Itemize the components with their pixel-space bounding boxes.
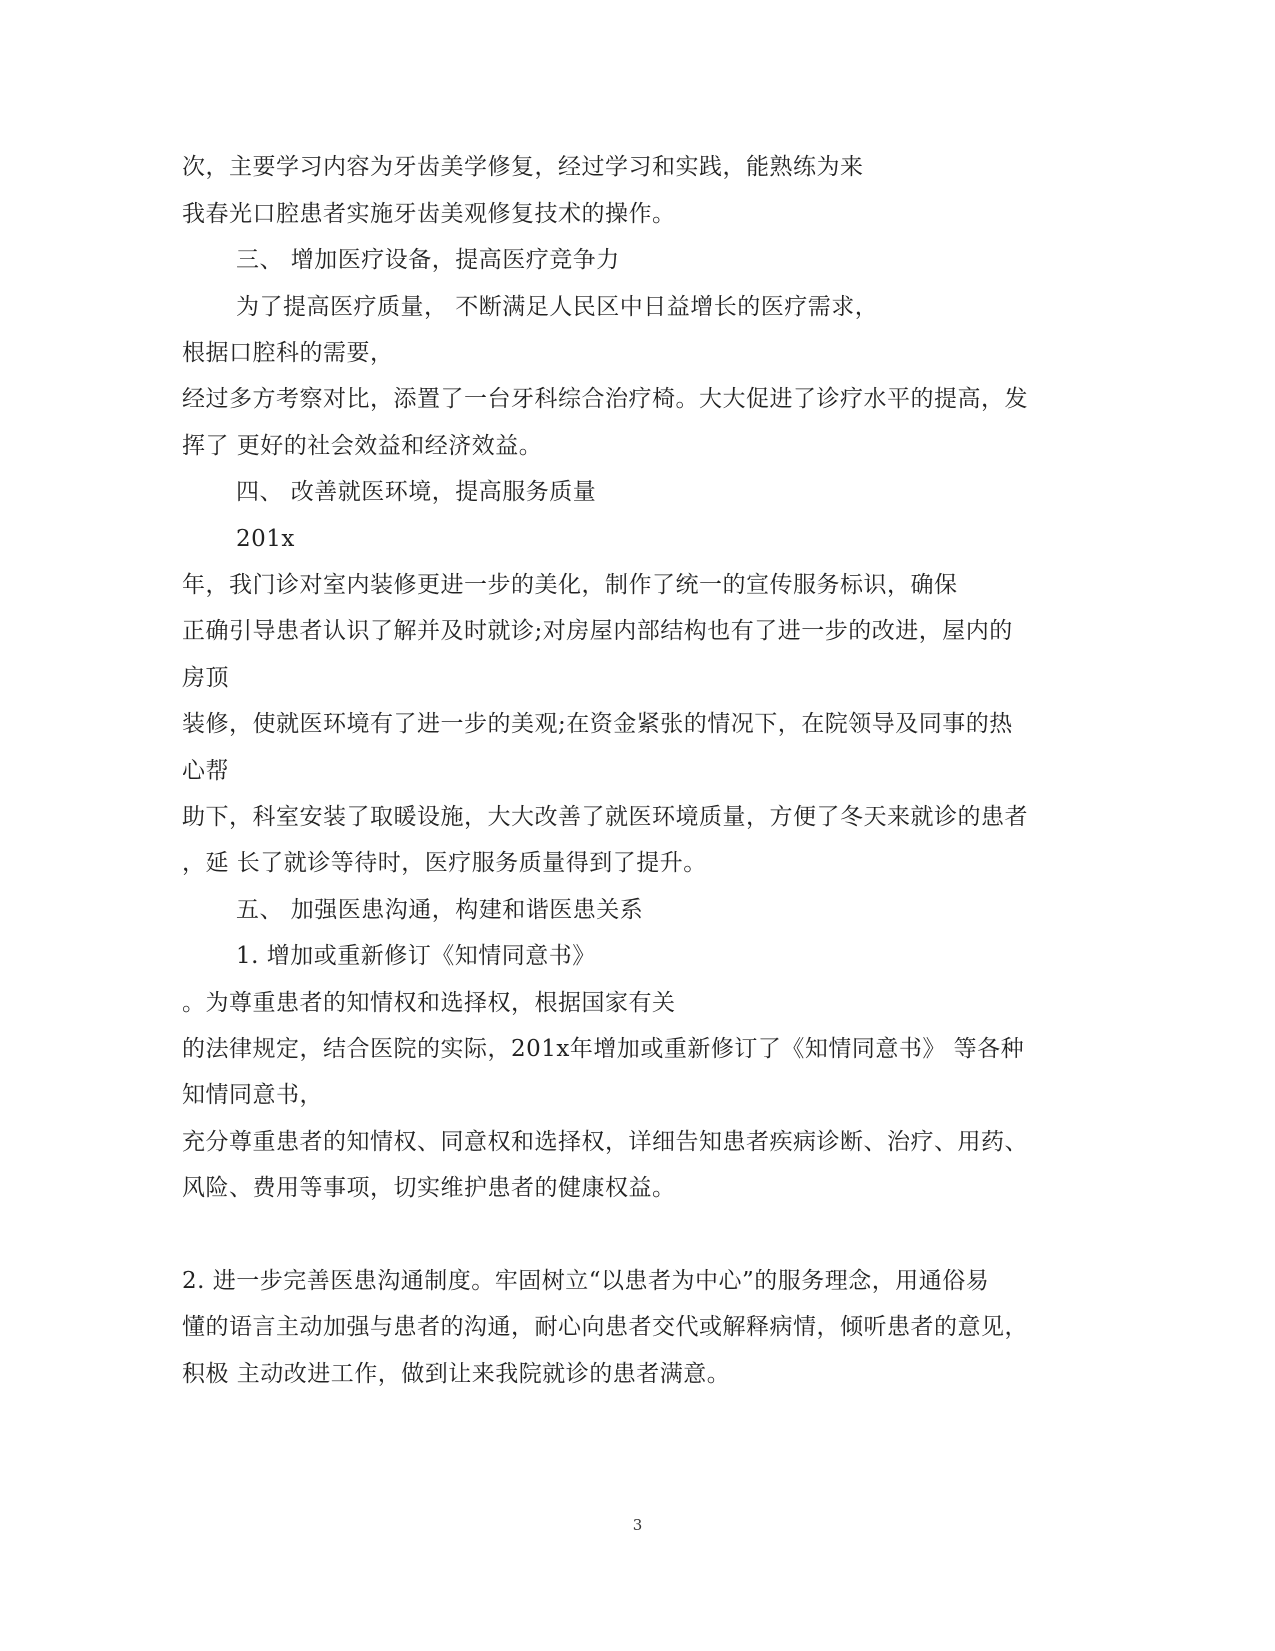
body-text-line: 懂的语言主动加强与患者的沟通，耐心向患者交代或解释病情，倾听患者的意见， xyxy=(182,1314,1028,1340)
body-text-line: 知情同意书， xyxy=(182,1082,323,1108)
section-heading-3: 三、 增加医疗设备，提高医疗竞争力 xyxy=(236,247,620,273)
section-heading-5: 五、 加强医患沟通，构建和谐医患关系 xyxy=(236,897,644,923)
body-text-line: ，延 长了就诊等待时，医疗服务质量得到了提升。 xyxy=(182,850,707,876)
body-text-line: 我春光口腔患者实施牙齿美观修复技术的操作。 xyxy=(182,201,676,227)
body-text-line: 年，我门诊对室内装修更进一步的美化，制作了统一的宣传服务标识，确保 xyxy=(182,572,958,598)
body-text-line: 充分尊重患者的知情权、同意权和选择权，详细告知患者疾病诊断、治疗、用药、 xyxy=(182,1129,1028,1155)
body-text-line: 积极 主动改进工作，做到让来我院就诊的患者满意。 xyxy=(182,1361,731,1387)
page-number: 3 xyxy=(632,1516,643,1534)
body-text-line: 为了提高医疗质量， 不断满足人民区中日益增长的医疗需求， xyxy=(236,294,879,320)
body-text-line: 风险、费用等事项，切实维护患者的健康权益。 xyxy=(182,1175,676,1201)
body-text-line: 。为尊重患者的知情权和选择权，根据国家有关 xyxy=(182,990,676,1016)
body-text-line: 挥了 更好的社会效益和经济效益。 xyxy=(182,433,543,459)
body-text-line: 201x xyxy=(236,526,295,552)
body-text-line: 房顶 xyxy=(182,665,229,691)
body-text-line: 的法律规定，结合医院的实际，201x年增加或重新修订了《知情同意书》 等各种 xyxy=(182,1036,1025,1062)
body-text-line: 心帮 xyxy=(182,758,229,784)
body-text-line: 装修，使就医环境有了进一步的美观;在资金紧张的情况下，在院领导及同事的热 xyxy=(182,711,1013,737)
body-text-line: 次，主要学习内容为牙齿美学修复，经过学习和实践，能熟练为来 xyxy=(182,154,864,180)
section-heading-4: 四、 改善就医环境，提高服务质量 xyxy=(236,479,597,505)
body-text-line: 正确引导患者认识了解并及时就诊;对房屋内部结构也有了进一步的改进，屋内的 xyxy=(182,618,1013,644)
body-text-line: 助下，科室安装了取暖设施，大大改善了就医环境质量，方便了冬天来就诊的患者 xyxy=(182,804,1028,830)
sub-heading-2: 2. 进一步完善医患沟通制度。牢固树立“以患者为中心”的服务理念，用通俗易 xyxy=(182,1268,990,1294)
body-text-line: 经过多方考察对比，添置了一台牙科综合治疗椅。大大促进了诊疗水平的提高，发 xyxy=(182,386,1028,412)
body-text-line: 根据口腔科的需要， xyxy=(182,340,394,366)
sub-heading-1: 1. 增加或重新修订《知情同意书》 xyxy=(236,943,596,969)
